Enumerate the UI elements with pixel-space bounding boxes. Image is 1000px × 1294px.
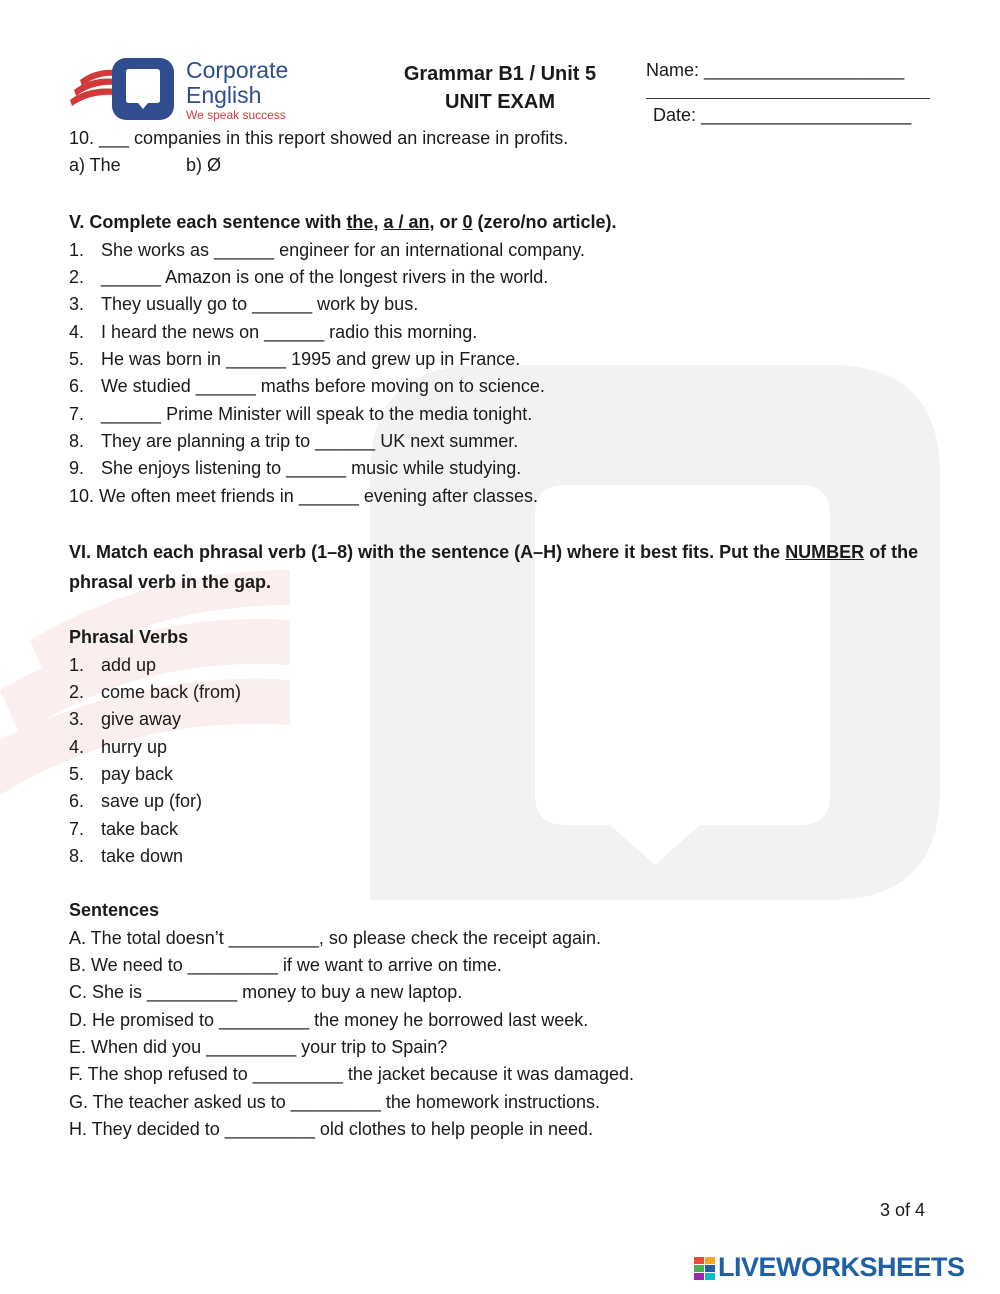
list-item[interactable]: 10. We often meet friends in ______ evening after classes. <box>69 485 538 506</box>
logo-flag-icon <box>68 56 180 126</box>
blank-line <box>646 80 930 99</box>
section-5-heading: V. Complete each sentence with the, a / an, or 0 (zero/no article). <box>69 211 617 232</box>
list-item[interactable]: 9. She enjoys listening to ______ music while studying. <box>69 458 522 479</box>
option-a[interactable]: a) The <box>69 155 121 176</box>
list-item: 4. hurry up <box>69 736 168 757</box>
list-item: 2. come back (from) <box>69 682 242 703</box>
sentences-title: Sentences <box>69 900 160 921</box>
page-number: 3 of 4 <box>880 1200 926 1220</box>
list-item[interactable]: A. The total doesn’t _________, so please check the receipt again. <box>69 927 602 948</box>
section-6-heading: VI. Match each phrasal verb (1–8) with the sentence (A–H) where it best fits. Put the NUMBER of the phrasal verb in the gap. <box>69 542 919 593</box>
list-item[interactable]: 6. We studied ______ maths before moving on to science. <box>69 376 545 397</box>
sentences-list <box>69 925 949 1143</box>
list-item[interactable]: 5. He was born in ______ 1995 and grew up in France. <box>69 349 521 370</box>
list-item[interactable]: 7. ______ Prime Minister will speak to the media tonight. <box>69 403 533 424</box>
list-item: 7. take back <box>69 818 179 839</box>
list-item[interactable]: G. The teacher asked us to _________ the homework instructions. <box>69 1091 600 1112</box>
name-field[interactable]: Name: ____________________ <box>646 60 905 80</box>
title-line1: Grammar B1 / Unit 5 <box>403 63 597 85</box>
liveworksheets-icon <box>694 1257 716 1281</box>
exam-title <box>370 60 630 116</box>
list-item[interactable]: 3. They usually go to ______ work by bus. <box>69 294 419 315</box>
list-item[interactable]: E. When did you _________ your trip to Spain? <box>69 1036 448 1057</box>
title-line2: UNIT EXAM <box>445 91 555 113</box>
list-item[interactable]: 2. ______ Amazon is one of the longest rivers in the world. <box>69 267 549 288</box>
list-item: 1. add up <box>69 654 157 675</box>
date-field[interactable]: Date: _____________________ <box>653 105 912 125</box>
list-item: 6. save up (for) <box>69 791 203 812</box>
list-item[interactable]: 4. I heard the news on ______ radio this morning. <box>69 321 478 342</box>
question-10: 10. ___ companies in this report showed an increase in profits. <box>69 128 569 148</box>
phrasal-verbs-list <box>69 652 949 870</box>
section-5-list <box>69 237 949 510</box>
list-item[interactable]: D. He promised to _________ the money he borrowed last week. <box>69 1009 589 1030</box>
logo-line1: Corporate <box>186 57 289 83</box>
logo-line2: English <box>186 82 262 108</box>
list-item[interactable]: B. We need to _________ if we want to arrive on time. <box>69 955 502 976</box>
option-b[interactable]: b) Ø <box>186 155 222 176</box>
list-item: 8. take down <box>69 845 184 866</box>
list-item: 5. pay back <box>69 763 174 784</box>
list-item[interactable]: 8. They are planning a trip to ______ UK next summer. <box>69 430 519 451</box>
list-item[interactable]: 1. She works as ______ engineer for an international company. <box>69 239 585 260</box>
phrasal-verbs-title: Phrasal Verbs <box>69 627 189 648</box>
exam-body <box>69 125 949 1143</box>
list-item[interactable]: C. She is _________ money to buy a new laptop. <box>69 982 463 1003</box>
list-item: 3. give away <box>69 709 182 730</box>
liveworksheets-wordmark: LIVEWORKSHEETS <box>718 1252 965 1282</box>
logo-tagline: We speak success <box>186 108 286 122</box>
list-item[interactable]: F. The shop refused to _________ the jacket because it was damaged. <box>69 1064 635 1085</box>
question-10-options <box>69 152 949 179</box>
corporate-english-logo <box>68 56 308 126</box>
list-item[interactable]: H. They decided to _________ old clothes to help people in need. <box>69 1118 594 1139</box>
